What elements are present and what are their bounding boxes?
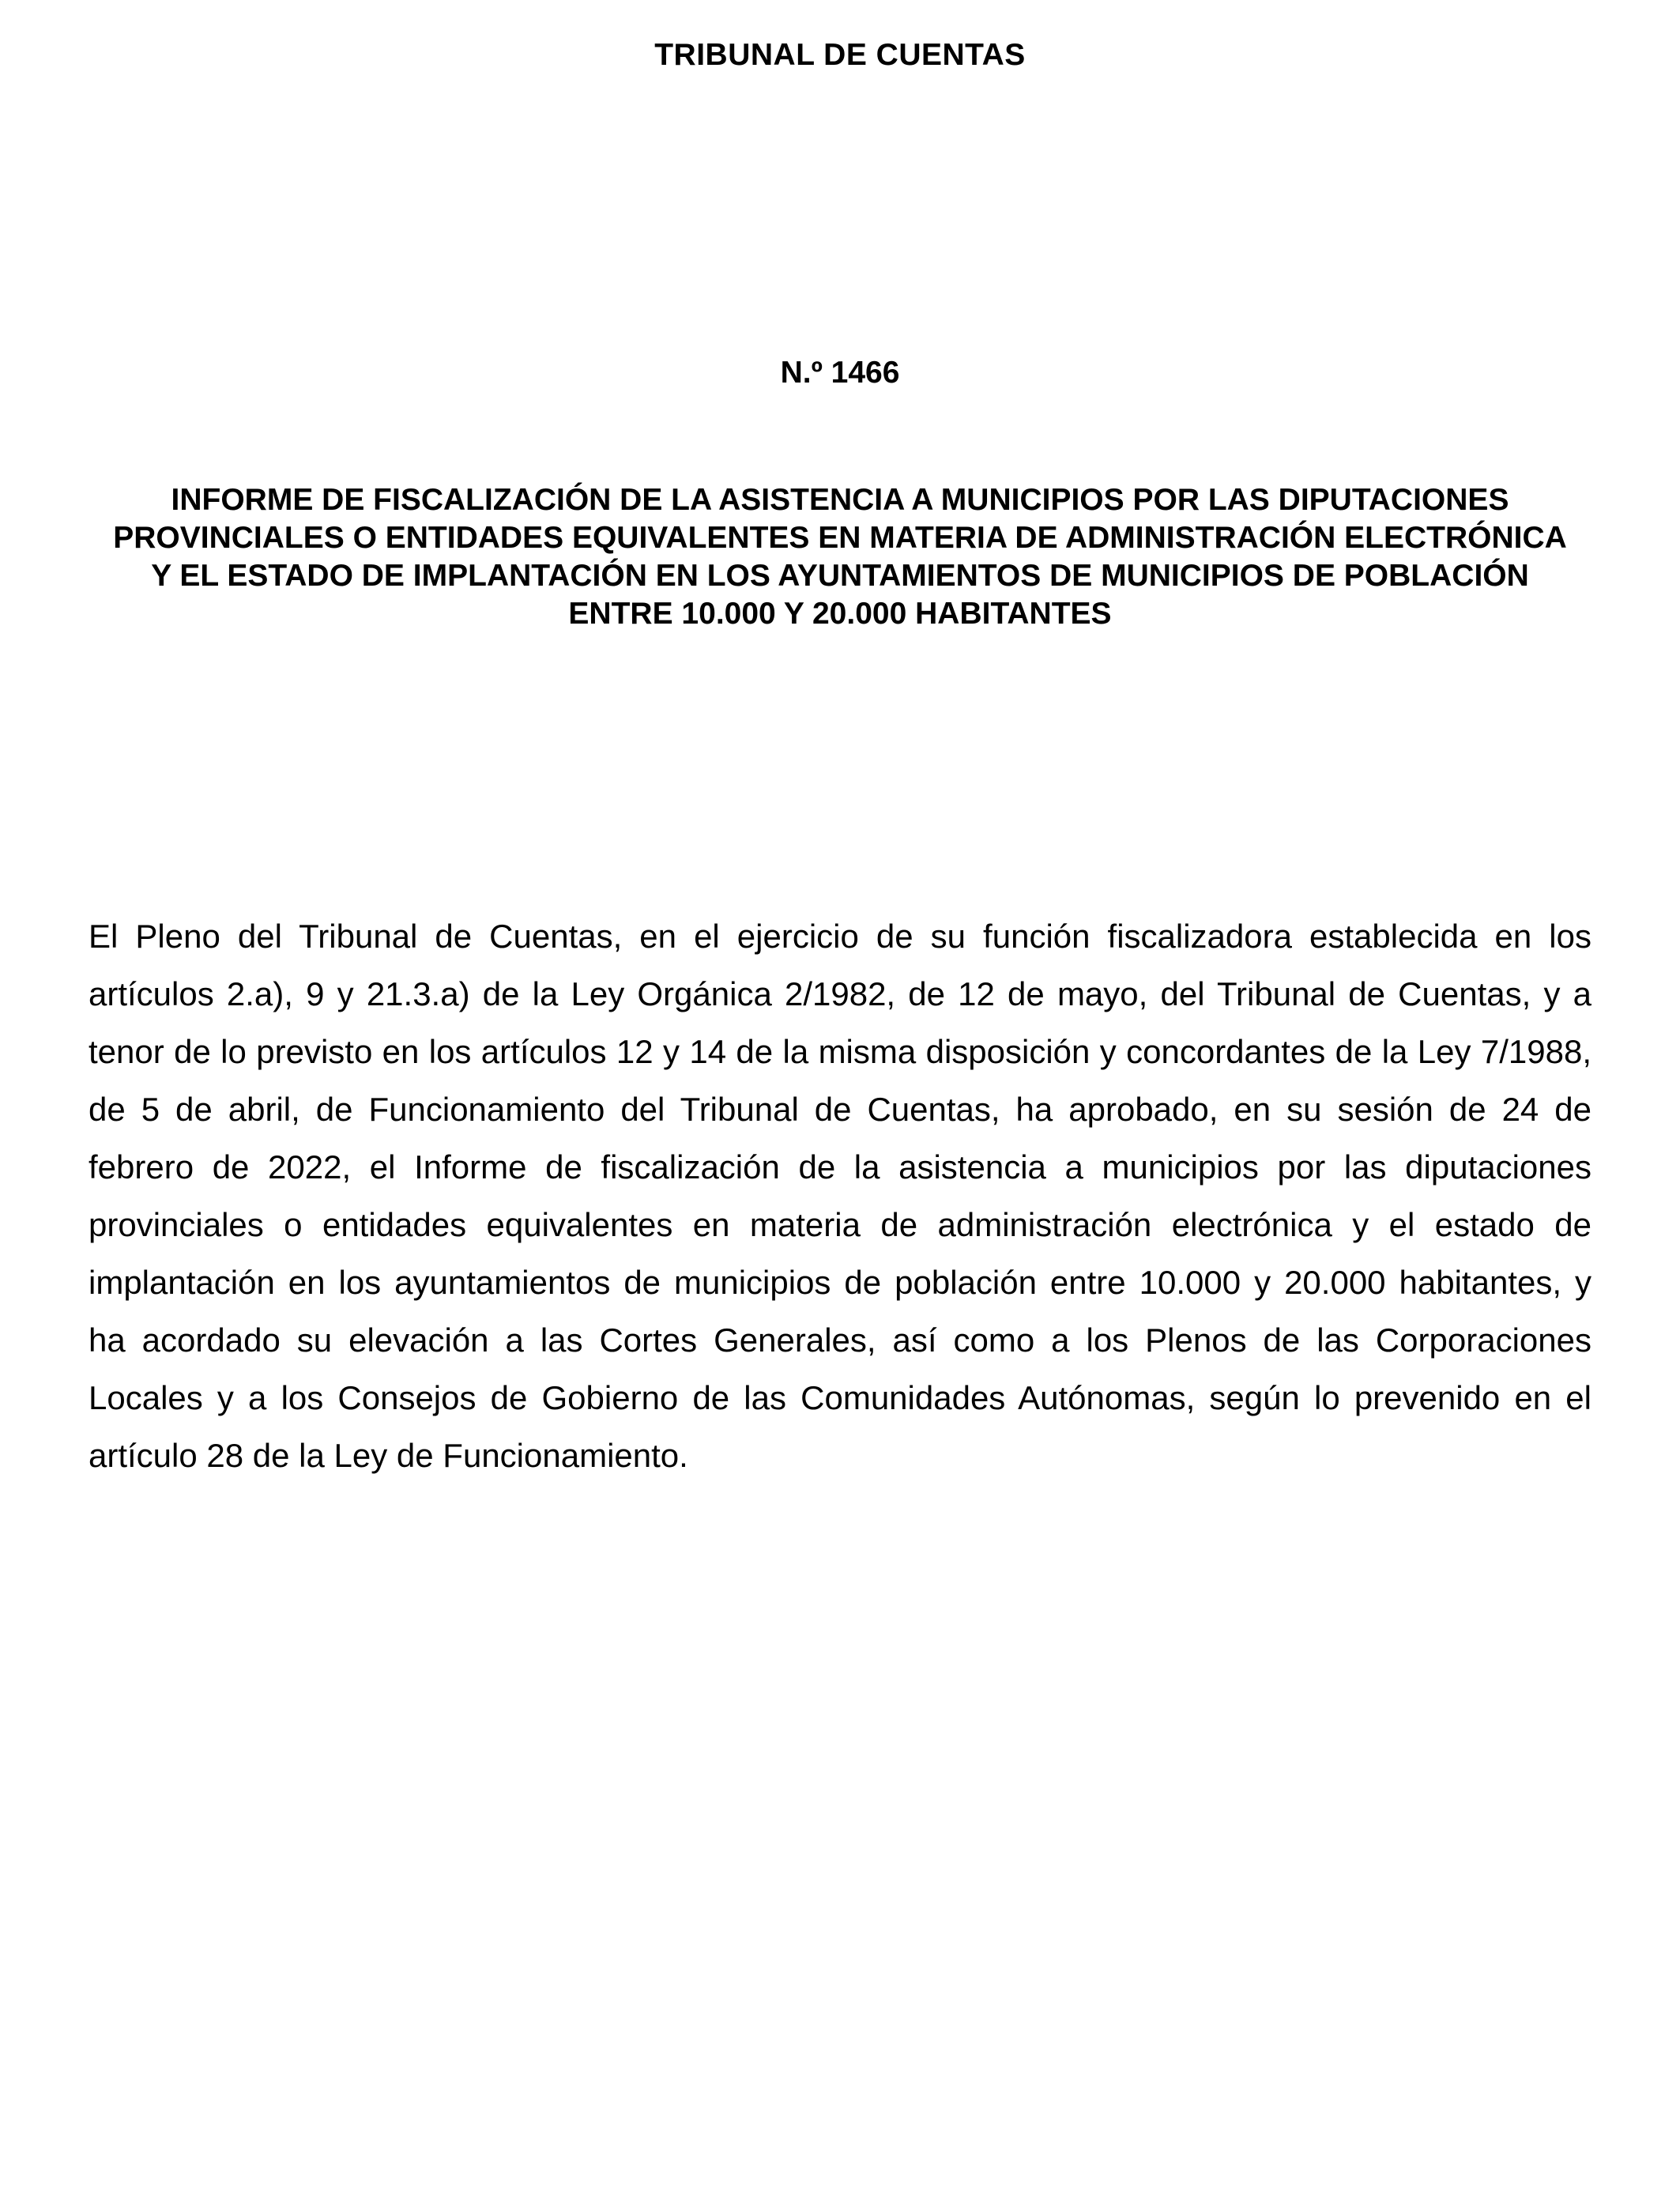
body-text-line: El Pleno del Tribunal de Cuentas, en el ejercicio de su función fiscalizadora establecida en los [89, 918, 1591, 955]
body-text-line: artículo 28 de la Ley de Funcionamiento. [89, 1437, 688, 1474]
report-title-line: Y EL ESTADO DE IMPLANTACIÓN EN LOS AYUNTAMIENTOS DE MUNICIPIOS DE POBLACIÓN [151, 559, 1529, 593]
body-paragraph [89, 907, 1591, 1484]
body-text-line: artículos 2.a), 9 y 21.3.a) de la Ley Orgánica 2/1982, de 12 de mayo, del Tribunal de Cuentas, y a [89, 975, 1591, 1012]
report-title [89, 481, 1591, 633]
report-title-line: ENTRE 10.000 Y 20.000 HABITANTES [568, 597, 1112, 631]
body-text-line: implantación en los ayuntamientos de municipios de población entre 10.000 y 20.000 habitantes, y [89, 1264, 1591, 1301]
document-header: TRIBUNAL DE CUENTAS [654, 38, 1026, 72]
body-text-line: tenor de lo previsto en los artículos 12 y 14 de la misma disposición y concordantes de la Ley 7/1988, [89, 1033, 1591, 1070]
body-text-line: provinciales o entidades equivalentes en materia de administración electrónica y el estado de [89, 1206, 1591, 1243]
report-title-line: INFORME DE FISCALIZACIÓN DE LA ASISTENCIA A MUNICIPIOS POR LAS DIPUTACIONES [171, 483, 1509, 517]
body-text-line: febrero de 2022, el Informe de fiscalización de la asistencia a municipios por las diputaciones [89, 1148, 1591, 1186]
body-text-line: ha acordado su elevación a las Cortes Generales, así como a los Plenos de las Corporaciones [89, 1321, 1591, 1359]
report-number: N.º 1466 [780, 356, 900, 390]
body-text-line: Locales y a los Consejos de Gobierno de las Comunidades Autónomas, según lo prevenido en el [89, 1379, 1591, 1416]
body-text-line: de 5 de abril, de Funcionamiento del Tribunal de Cuentas, ha aprobado, en su sesión de 24 de [89, 1091, 1591, 1128]
report-title-line: PROVINCIALES O ENTIDADES EQUIVALENTES EN MATERIA DE ADMINISTRACIÓN ELECTRÓNICA [113, 521, 1567, 555]
